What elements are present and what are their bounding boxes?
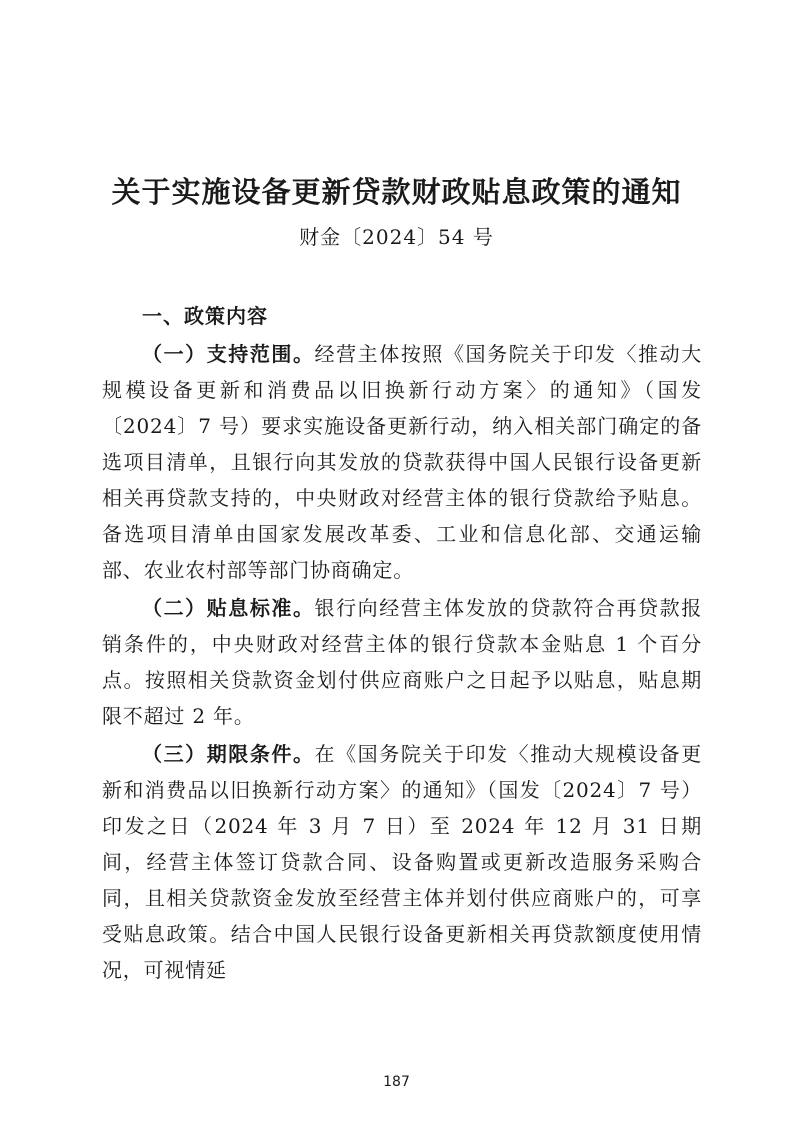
paragraph-time-conditions [102, 736, 702, 988]
document-title: 关于实施设备更新贷款财政贴息政策的通知 [111, 175, 682, 209]
paragraph-subsidy-standard [102, 590, 702, 734]
paragraph-lead: （二）贴息标准。 [142, 596, 315, 620]
paragraph-text: 在《国务院关于印发〈推动大规模设备更新和消费品以旧换新行动方案〉的通知》（国发〔2024〕7 号）印发之日（2024 年 3 月 7 日）至 2024 年 12 月 31 日期间，经营主体签订贷款合同、设备购置或更新改造服务采购合同，且相关贷款资金发放至经营主体并划付供应商账户的，可享受贴息政策。结合中国人民银行设备更新相关再贷款额度使用情况，可视情延 [102, 742, 702, 982]
paragraph-support-scope [102, 336, 702, 588]
document-body [102, 298, 702, 990]
section-heading: 一、政策内容 [142, 304, 268, 328]
paragraph-lead: （一）支持范围。 [142, 342, 315, 366]
page-number: 187 [383, 1074, 410, 1090]
paragraph-text: 经营主体按照《国务院关于印发〈推动大规模设备更新和消费品以旧换新行动方案〉的通知》（国发〔2024〕7 号）要求实施设备更新行动，纳入相关部门确定的备选项目清单，且银行向其发放的贷款获得中国人民银行设备更新相关再贷款支持的，中央财政对经营主体的银行贷款给予贴息。备选项目清单由国家发展改革委、工业和信息化部、交通运输部、农业农村部等部门协商确定。 [102, 342, 702, 582]
paragraph-text: 银行向经营主体发放的贷款符合再贷款报销条件的，中央财政对经营主体的银行贷款本金贴息 1 个百分点。按照相关贷款资金划付供应商账户之日起予以贴息，贴息期限不超过 2 年。 [102, 596, 702, 728]
document-number: 财金〔2024〕54 号 [299, 225, 494, 249]
paragraph-lead: （三）期限条件。 [142, 742, 315, 766]
